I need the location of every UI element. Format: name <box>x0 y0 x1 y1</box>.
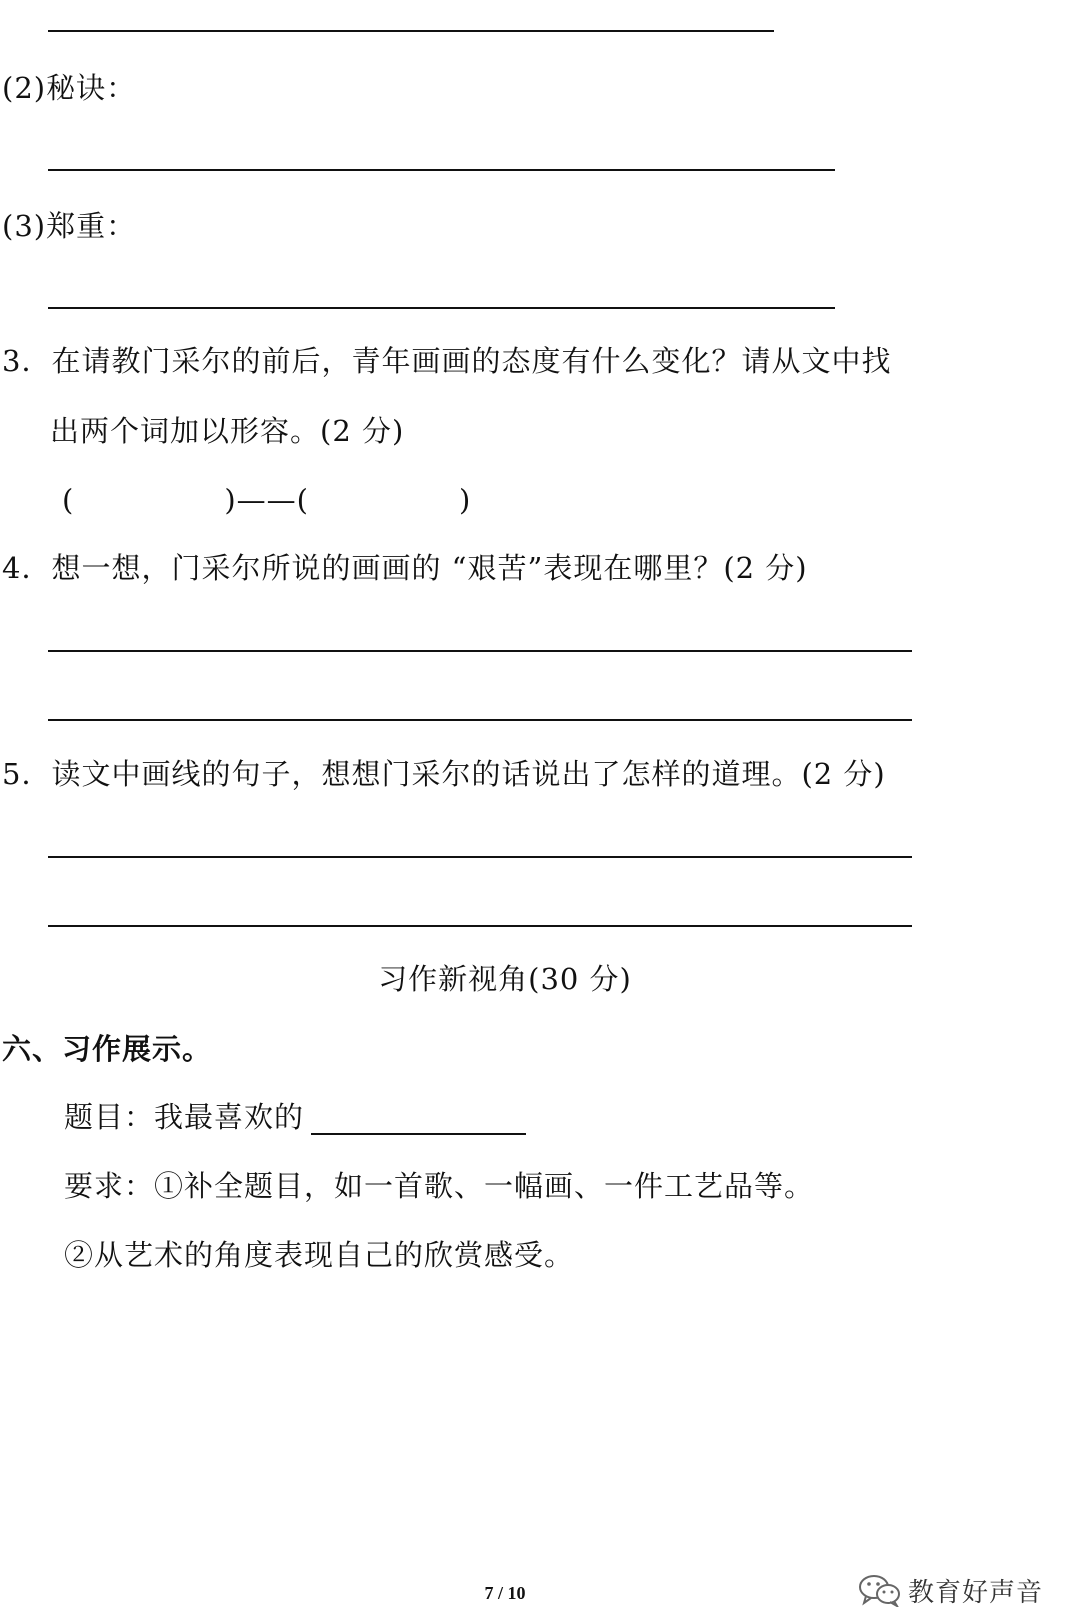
question-label: (3)郑重： <box>2 209 137 243</box>
answer-line <box>48 719 912 721</box>
answer-line <box>48 650 912 652</box>
answer-parentheses: ( )——( ) <box>62 483 472 517</box>
writing-topic: 题目：我最喜欢的 <box>64 1100 305 1134</box>
part-title: 六、习作展示。 <box>2 1032 213 1066</box>
topic-blank-line <box>311 1133 526 1135</box>
page-number: 7 / 10 <box>484 1583 526 1603</box>
watermark-text: 教育好声音 <box>908 1577 1044 1608</box>
answer-line <box>48 30 774 32</box>
answer-line <box>48 925 912 927</box>
writing-requirement: 要求：①补全题目，如一首歌、一幅画、一件工艺品等。 <box>64 1169 815 1203</box>
section-heading: 习作新视角(30 分) <box>378 962 632 996</box>
question-label: (2)秘诀： <box>2 71 137 105</box>
writing-requirement: ②从艺术的角度表现自己的欣赏感受。 <box>64 1238 575 1272</box>
question-text: 3．在请教门采尔的前后，青年画画的态度有什么变化？请从文中找 <box>2 344 892 378</box>
question-text: 出两个词加以形容。(2 分) <box>50 414 405 448</box>
answer-line <box>48 169 835 171</box>
question-text: 4．想一想，门采尔所说的画画的 “艰苦”表现在哪里？(2 分) <box>2 551 808 585</box>
question-text: 5．读文中画线的句子，想想门采尔的话说出了怎样的道理。(2 分) <box>2 757 886 791</box>
answer-line <box>48 307 835 309</box>
answer-line <box>48 856 912 858</box>
